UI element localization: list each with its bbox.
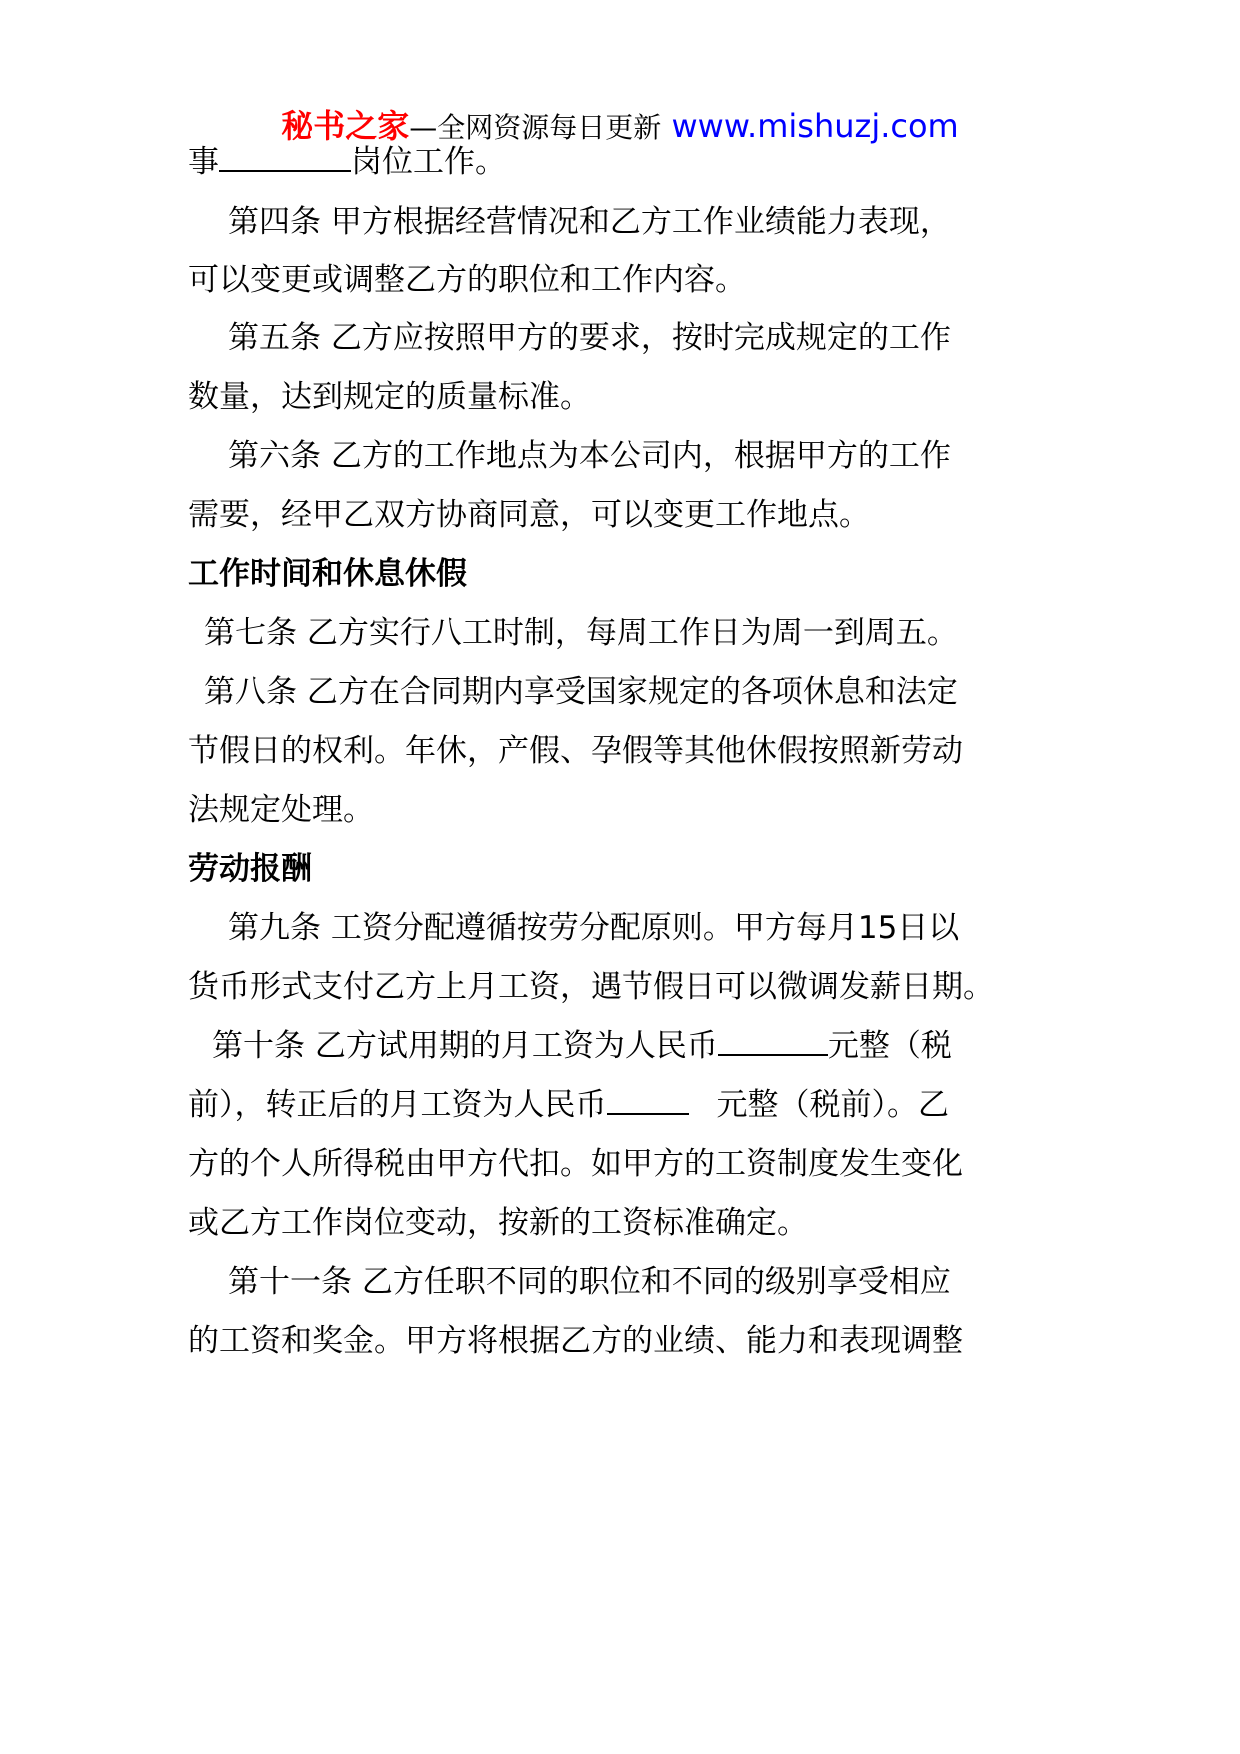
article-5-line-2: 数量，达到规定的质量标准。 xyxy=(188,379,591,415)
site-header xyxy=(0,104,1240,150)
article-10-text-d: 元整（税前）。乙 xyxy=(716,1087,949,1123)
article-3-tail xyxy=(188,140,506,184)
article-8-line-1: 第八条 乙方在合同期内享受国家规定的各项休息和法定 xyxy=(204,674,958,710)
article-10-line-4: 或乙方工作岗位变动，按新的工资标准确定。 xyxy=(188,1205,808,1241)
article-3-text-a: 事 xyxy=(188,144,219,180)
article-8-line-3: 法规定处理。 xyxy=(188,792,374,828)
article-8-line-2: 节假日的权利。年休，产假、孕假等其他休假按照新劳动 xyxy=(188,733,963,769)
article-10-text-b: 元整（税 xyxy=(827,1028,952,1064)
article-9-line-1: 第九条 工资分配遵循按劳分配原则。甲方每月15日以 xyxy=(228,910,960,946)
section-heading-worktime: 工作时间和休息休假 xyxy=(188,556,467,592)
position-blank xyxy=(219,140,351,172)
article-10-line-3: 方的个人所得税由甲方代扣。如甲方的工资制度发生变化 xyxy=(188,1146,963,1182)
article-11-line-2: 的工资和奖金。甲方将根据乙方的业绩、能力和表现调整 xyxy=(188,1323,963,1359)
article-10-line-1 xyxy=(212,1024,952,1068)
regular-salary-blank xyxy=(607,1083,689,1115)
site-url-link[interactable]: www.mishuzj.com xyxy=(671,107,959,145)
brand-name: 秘书之家 xyxy=(281,107,410,145)
article-9-line-2: 货币形式支付乙方上月工资，遇节假日可以微调发薪日期。 xyxy=(188,969,994,1005)
article-7-line-1: 第七条 乙方实行八工时制，每周工作日为周一到周五。 xyxy=(204,615,958,651)
probation-salary-blank xyxy=(718,1024,828,1056)
section-heading-pay: 劳动报酬 xyxy=(188,851,312,887)
header-tagline: —全网资源每日更新 xyxy=(409,111,662,144)
article-11-line-1: 第十一条 乙方任职不同的职位和不同的级别享受相应 xyxy=(228,1264,951,1300)
article-4-line-2: 可以变更或调整乙方的职位和工作内容。 xyxy=(188,262,746,298)
article-3-text-b: 岗位工作。 xyxy=(351,144,506,180)
article-10-text-a: 第十条 乙方试用期的月工资为人民币 xyxy=(212,1028,718,1064)
article-5-line-1: 第五条 乙方应按照甲方的要求，按时完成规定的工作 xyxy=(228,320,951,356)
article-6-line-2: 需要，经甲乙双方协商同意，可以变更工作地点。 xyxy=(188,497,870,533)
article-10-text-c: 前），转正后的月工资为人民币 xyxy=(188,1087,607,1123)
article-6-line-1: 第六条 乙方的工作地点为本公司内，根据甲方的工作 xyxy=(228,438,951,474)
article-10-line-2 xyxy=(188,1083,949,1127)
article-4-line-1: 第四条 甲方根据经营情况和乙方工作业绩能力表现， xyxy=(228,204,951,240)
